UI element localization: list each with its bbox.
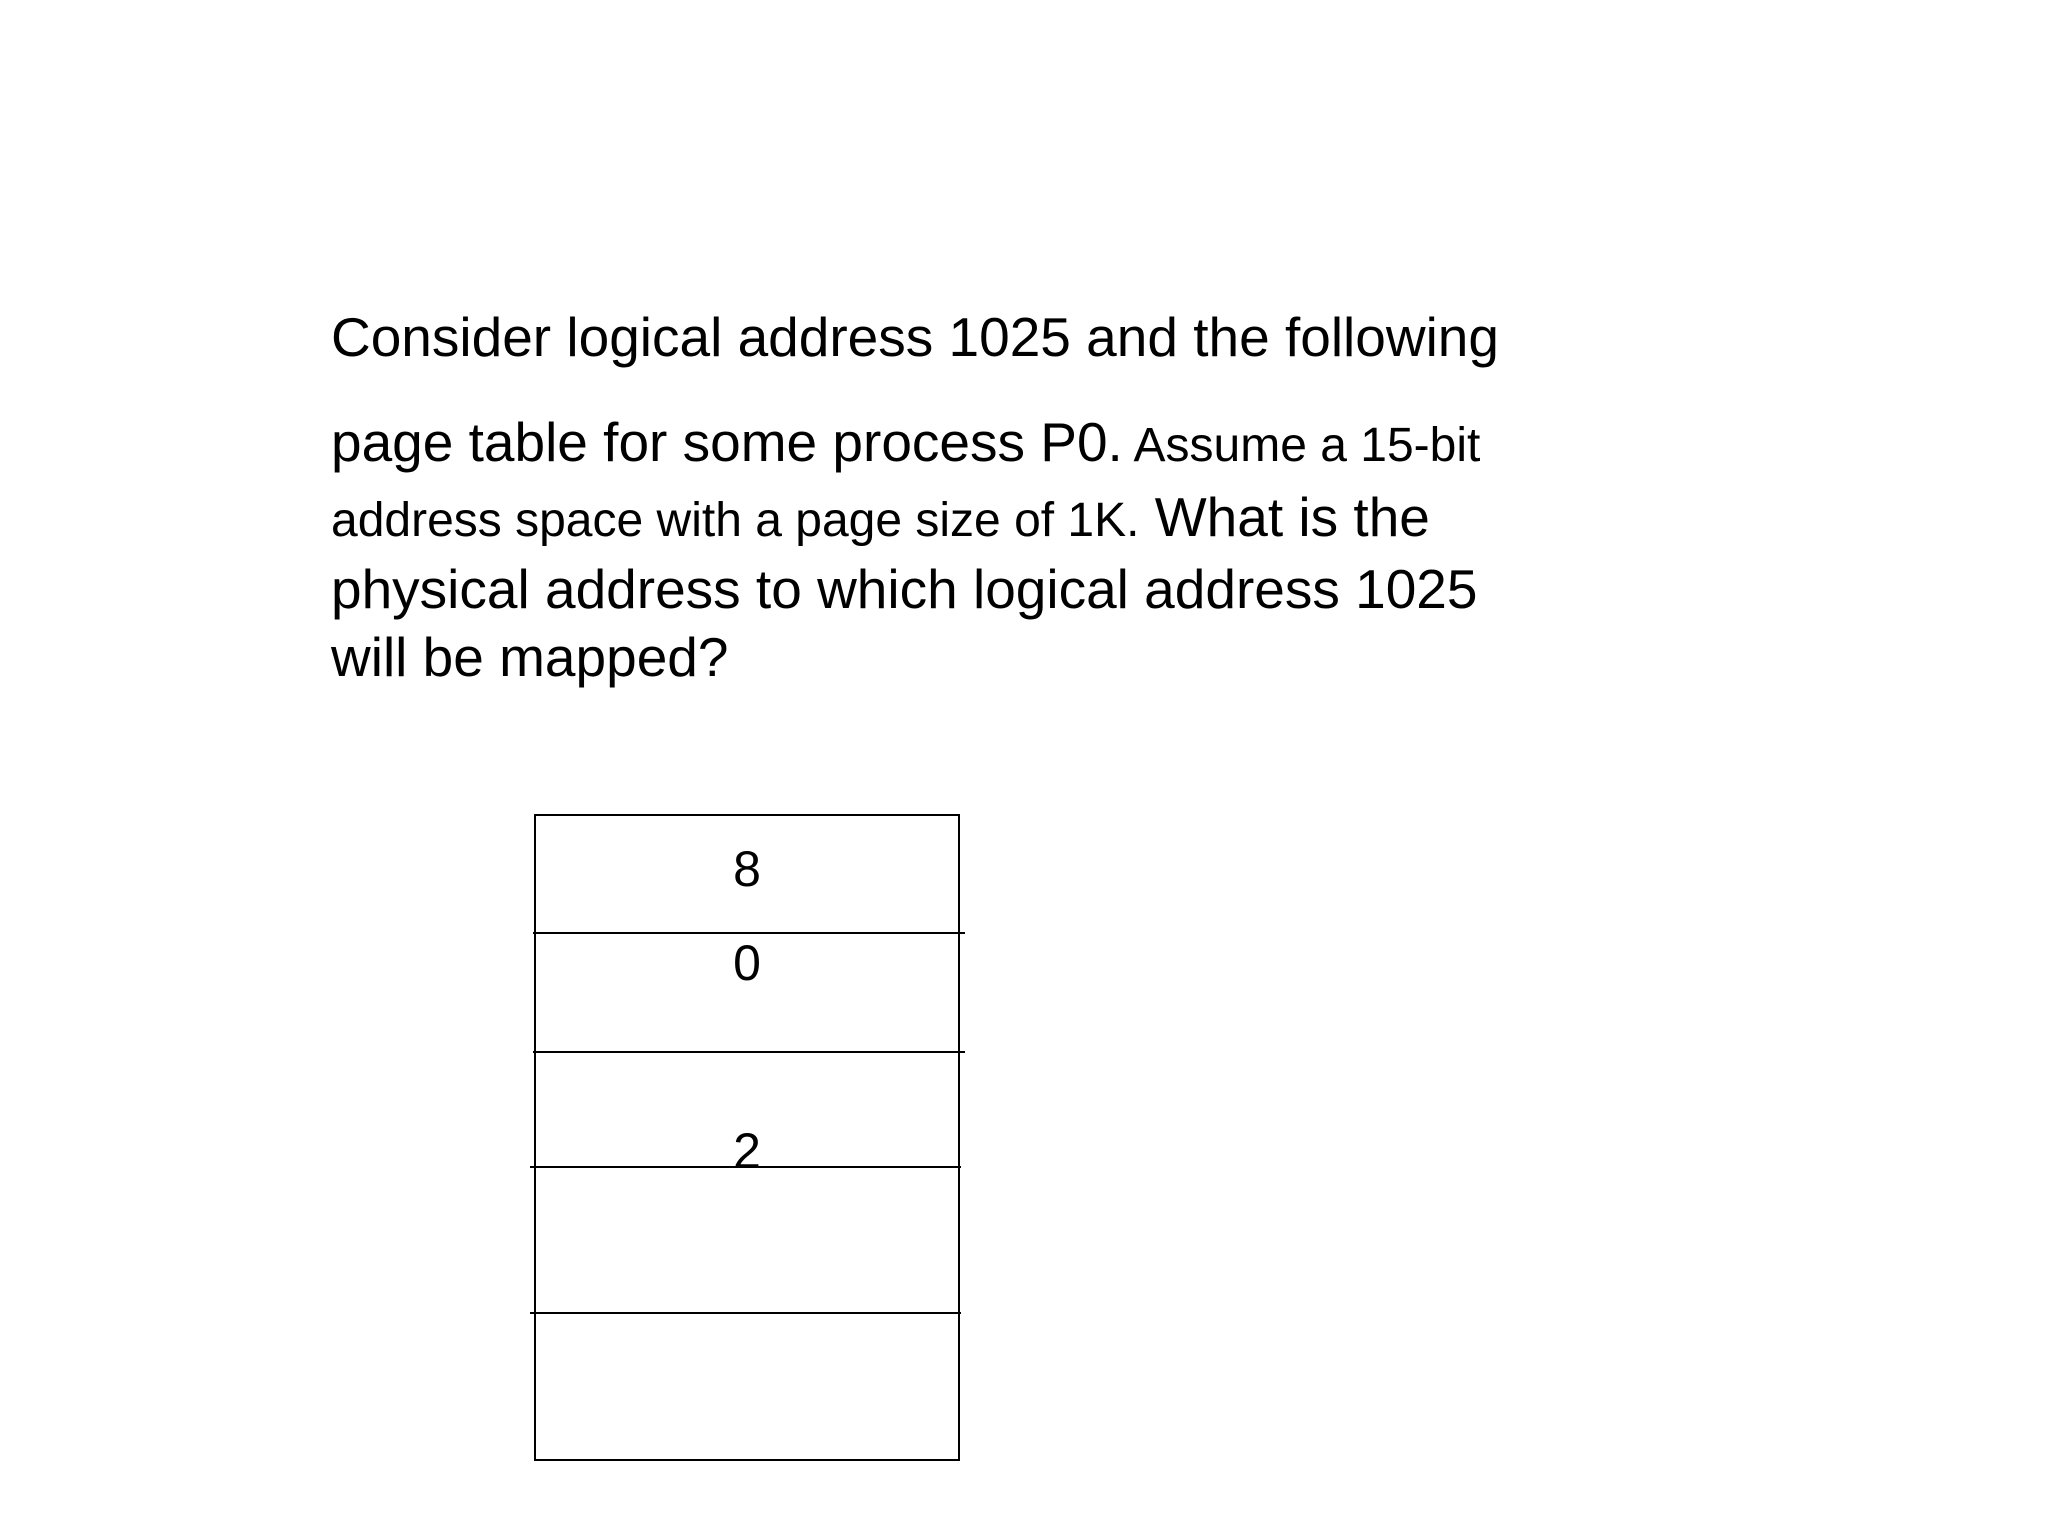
page-table-entry: 0 — [733, 935, 761, 991]
question-line-3 — [331, 483, 1631, 555]
page-table-entry: 2 — [733, 1123, 761, 1179]
page-table-entry: 8 — [733, 841, 761, 897]
page-table — [534, 814, 960, 1461]
page-table-row-divider — [533, 932, 965, 934]
question-line-4: physical address to which logical address 1025 — [331, 558, 1478, 620]
question-line-5: will be mapped? — [331, 626, 729, 688]
page-table-row-divider — [533, 1051, 965, 1053]
question-line-3-assumption: address space with a page size of 1K. — [331, 494, 1140, 547]
page-table-row-divider — [530, 1312, 961, 1314]
question-line-2-main: page table for some process P0. — [331, 411, 1123, 473]
question-line-1: Consider logical address 1025 and the following — [331, 306, 1499, 368]
question-line-2-assumption: Assume a 15-bit — [1122, 419, 1481, 472]
question-text — [331, 300, 1631, 691]
question-line-3-main: What is the — [1139, 486, 1430, 548]
question-line-2 — [331, 405, 1631, 483]
